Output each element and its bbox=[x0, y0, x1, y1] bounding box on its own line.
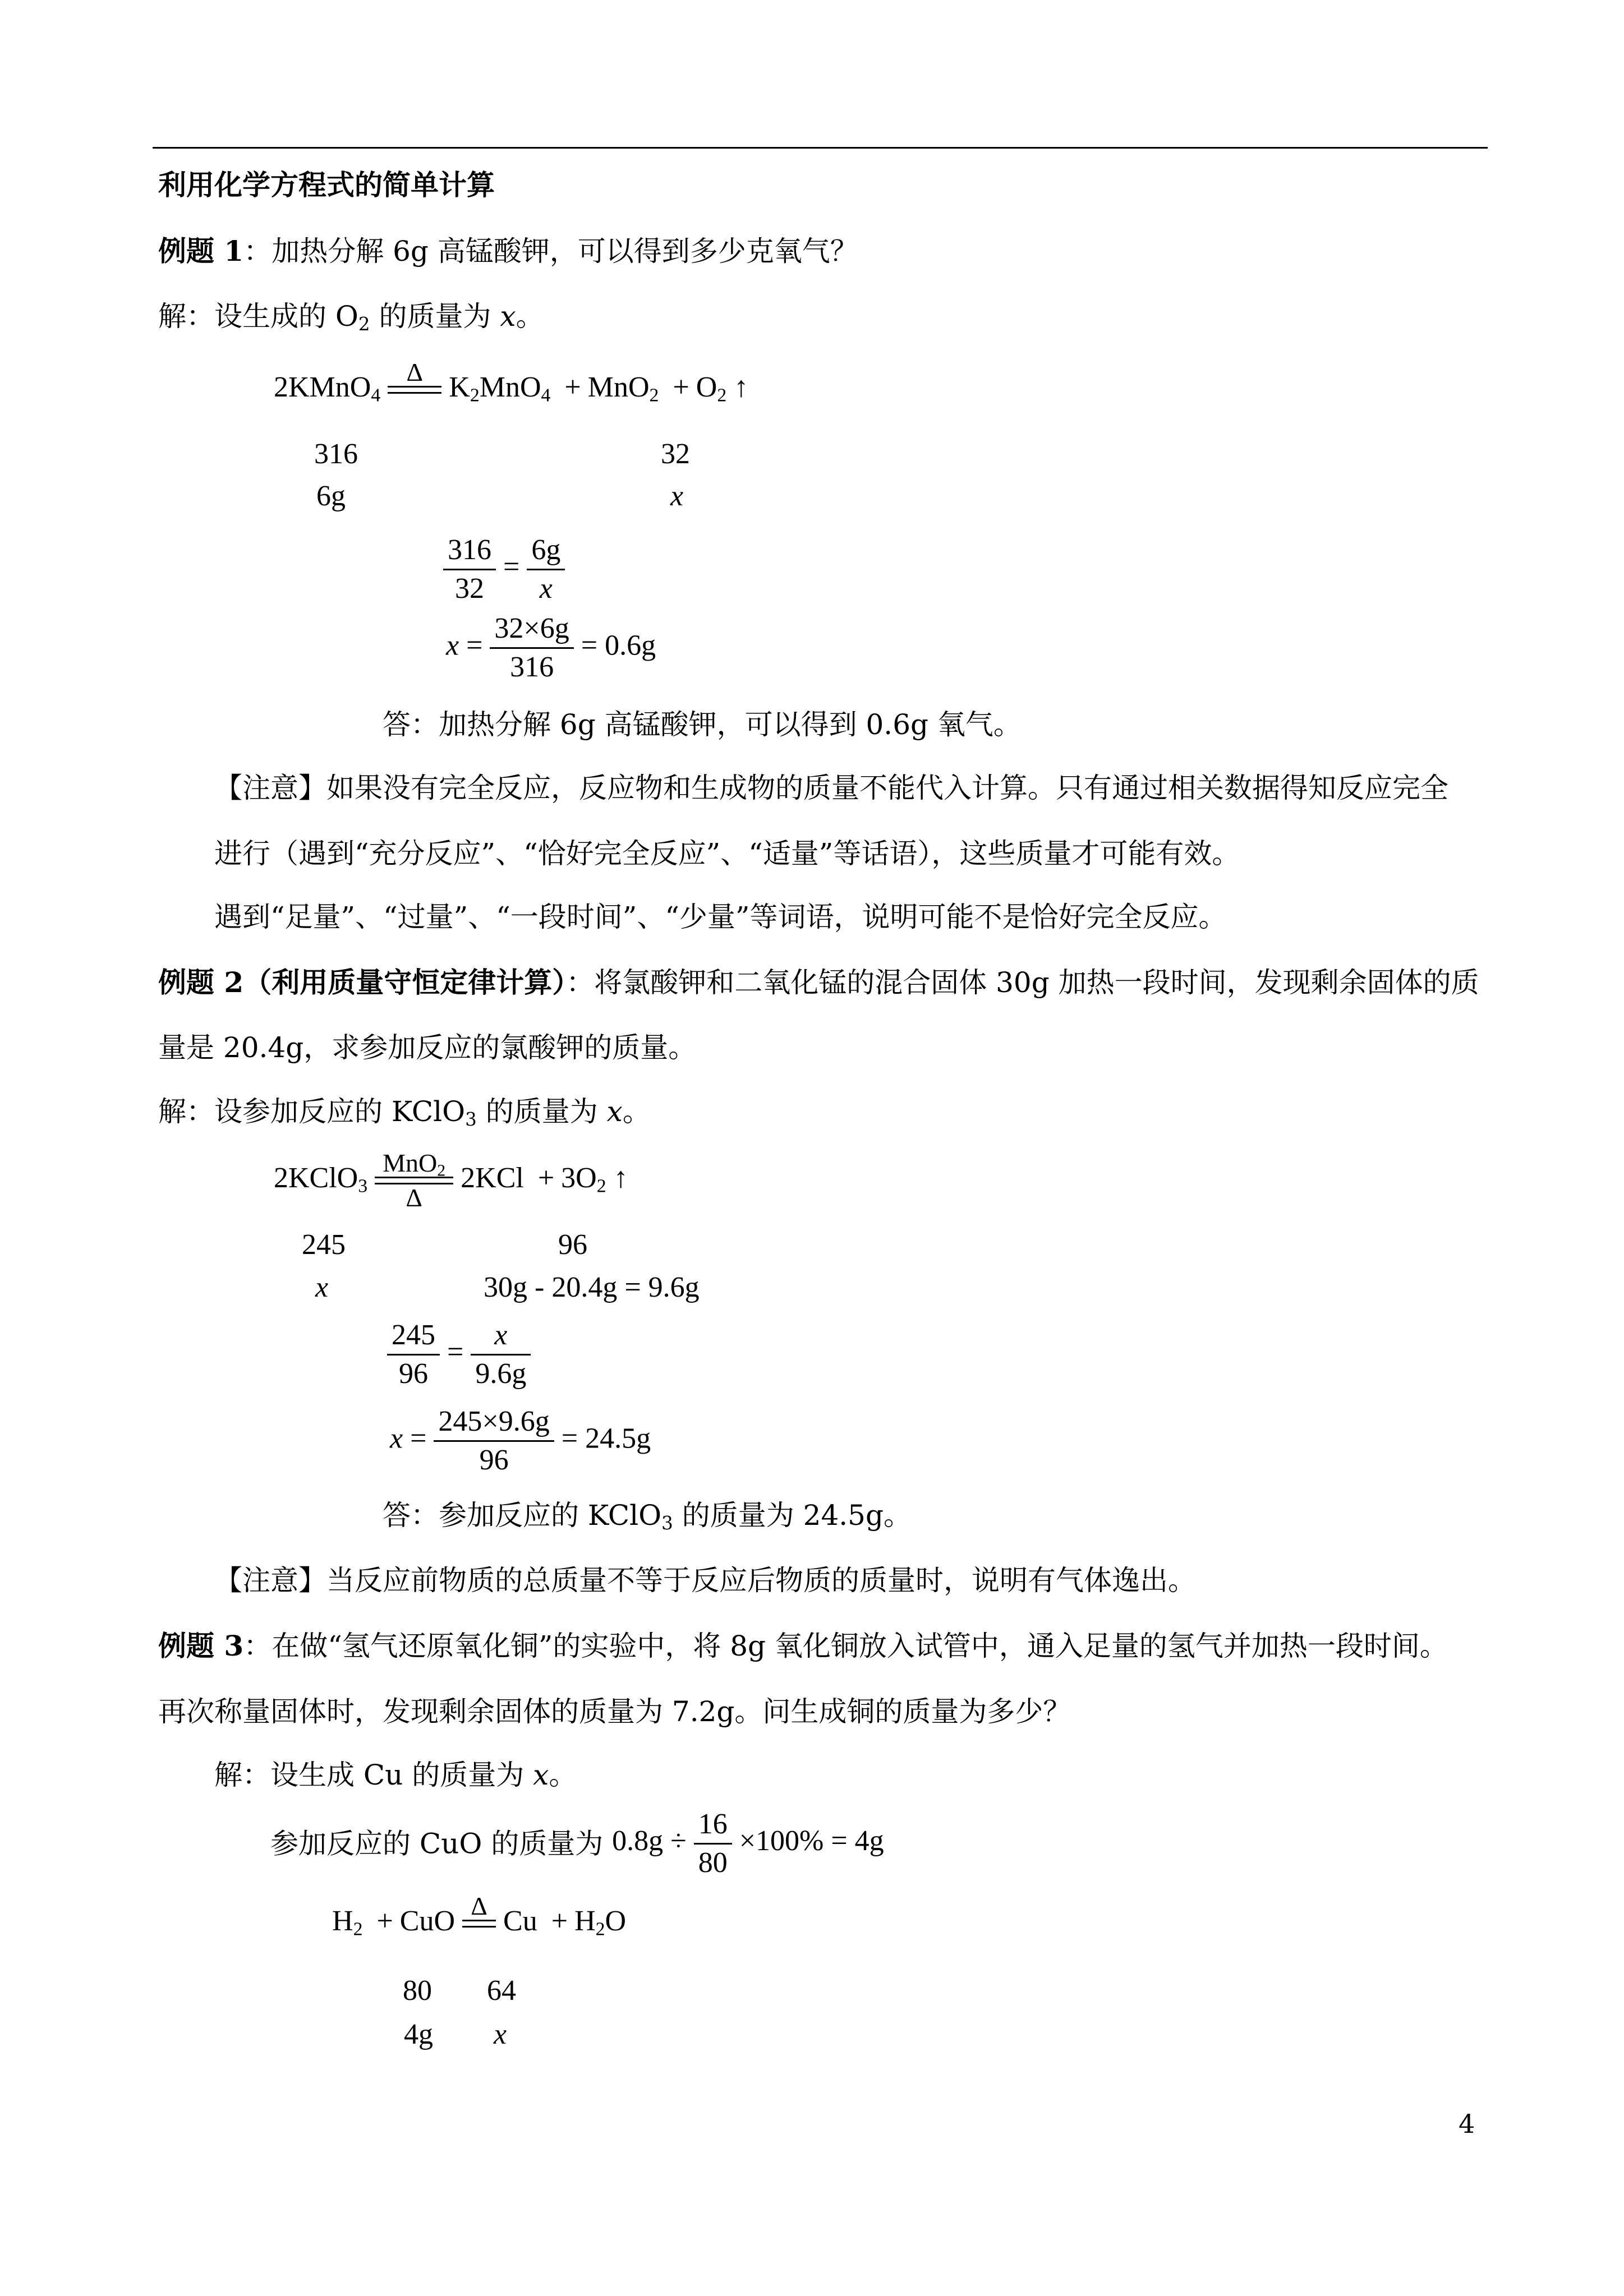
note-1-line-1: 【注意】如果没有完全反应，反应物和生成物的质量不能代入计算。只有通过相关数据得知反应完全 bbox=[214, 772, 1448, 804]
ex2-molar-mass-1: 245 bbox=[302, 1229, 346, 1261]
cuo-mass-line: 参加反应的 CuO 的质量为 0.8g ÷ $\frac{16}{80}$ ×100% = 4g bbox=[270, 1808, 884, 1879]
example-1-label: 例题 1 bbox=[158, 234, 244, 268]
ex1-calculation: x = $\frac{32\times 6g}{316}$ = 0.6g bbox=[446, 612, 656, 683]
reaction-condition: MnO$_2$ Δ bbox=[375, 1150, 453, 1211]
example-2-equation: 2KClO$_3$ MnO$_2$ Δ $2KCl + 3O_2$ ↑ bbox=[274, 1149, 628, 1212]
ex1-molar-mass-2: 32 bbox=[661, 438, 690, 470]
example-2-question: 例题 2（利用质量守恒定律计算）：将氯酸钾和二氧化锰的混合固体 30g 加热一段时间，发现剩余固体的质 bbox=[158, 966, 1479, 999]
ex3-actual-mass-2: x bbox=[494, 2018, 507, 2050]
example-2-label: 例题 2（利用质量守恒定律计算） bbox=[158, 966, 567, 999]
ex1-molar-mass-1: 316 bbox=[314, 438, 358, 470]
note-1-line-2: 进行（遇到“充分反应”、“恰好完全反应”、“适量”等话语），这些质量才可能有效。 bbox=[214, 837, 1240, 870]
example-1-question: 例题 1：加热分解 6g 高锰酸钾，可以得到多少克氧气？ bbox=[158, 234, 858, 268]
example-1-answer: 答：加热分解 6g 高锰酸钾，可以得到 0.6g 氧气。 bbox=[383, 708, 1022, 741]
ex2-molar-mass-2: 96 bbox=[558, 1229, 587, 1261]
gas-arrow: ↑ bbox=[734, 371, 749, 403]
example-3-question: 例题 3：在做“氢气还原氧化铜”的实验中，将 8g 氧化铜放入试管中，通入足量的氢气并加热一段时间。 bbox=[158, 1629, 1448, 1662]
note-2: 【注意】当反应前物质的总质量不等于反应后物质的质量时，说明有气体逸出。 bbox=[214, 1564, 1196, 1597]
ex2-actual-mass-2: 30g - 20.4g = 9.6g bbox=[484, 1271, 700, 1303]
example-3-label: 例题 3 bbox=[158, 1629, 244, 1662]
example-1-solution: 解：设生成的 $O_2$ 的质量为 x。 bbox=[158, 300, 544, 335]
note-1-line-3: 遇到“足量”、“过量”、“一段时间”、“少量”等词语，说明可能不是恰好完全反应。 bbox=[214, 901, 1227, 933]
ex3-molar-mass-1: 80 bbox=[403, 1975, 432, 2007]
ex3-molar-mass-2: 64 bbox=[487, 1975, 516, 2007]
example-2-question-cont: 量是 20.4g，求参加反应的氯酸钾的质量。 bbox=[158, 1031, 697, 1064]
page-title: 利用化学方程式的简单计算 bbox=[158, 168, 495, 201]
example-3-solution: 解：设生成 Cu 的质量为 x。 bbox=[214, 1759, 577, 1791]
ex2-actual-mass-1: x bbox=[315, 1271, 329, 1303]
reaction-condition: Δ bbox=[388, 359, 441, 421]
example-3-question-cont: 再次称量固体时，发现剩余固体的质量为 7.2g。问生成铜的质量为多少？ bbox=[158, 1695, 1071, 1728]
ex1-actual-mass-1: 6g bbox=[316, 480, 346, 512]
example-3-equation: $H_2$ + CuO Δ $Cu + H_2O$ bbox=[332, 1893, 626, 1954]
example-1-equation: 2KMnO$_4$ Δ $K_2MnO_4 + MnO_2 + O_2$ ↑ bbox=[274, 359, 748, 421]
ex2-proportion: $\frac{245}{96}$ = $\frac{x}{9.6g}$ bbox=[387, 1317, 531, 1393]
ex1-proportion: $\frac{316}{32}$ = $\frac{6g}{x}$ bbox=[443, 532, 565, 607]
page-number: 4 bbox=[1459, 2109, 1475, 2139]
example-2-answer: 答：参加反应的 KClO$_3$ 的质量为 24.5g。 bbox=[383, 1499, 912, 1534]
header-rule bbox=[153, 147, 1488, 149]
ex3-actual-mass-1: 4g bbox=[404, 2018, 433, 2050]
gas-arrow: ↑ bbox=[613, 1161, 628, 1194]
ex2-calculation: x = $\frac{245\times 9.6g}{96}$ = 24.5g bbox=[390, 1405, 651, 1476]
ex1-actual-mass-2: x bbox=[670, 480, 684, 512]
example-2-solution: 解：设参加反应的 KClO$_3$ 的质量为 x。 bbox=[158, 1095, 651, 1131]
reaction-condition: Δ bbox=[462, 1893, 496, 1954]
